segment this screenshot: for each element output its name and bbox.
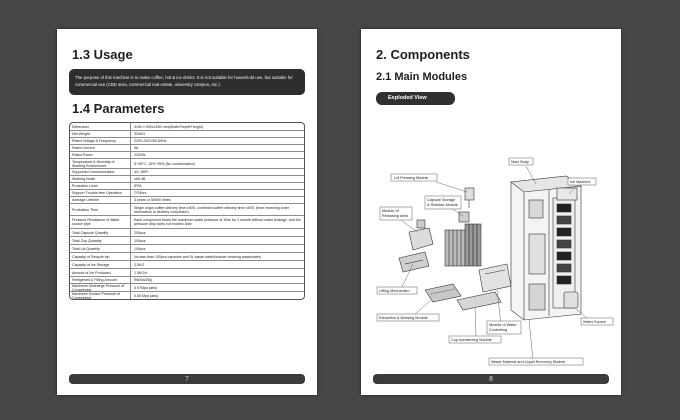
svg-text:Cup transferring Module: Cup transferring Module (451, 338, 492, 342)
page-number-7: 7 (69, 374, 305, 384)
parameter-value: 3150 x 930x1830 mm(Width*Depth*Height) (134, 124, 203, 129)
parameter-row (70, 196, 304, 203)
parameter-value: 3.5KG (134, 262, 145, 267)
svg-text:Module of: Module of (382, 209, 399, 213)
parameter-label: Capacity of Ice Storage (70, 261, 131, 268)
callout-cup-transfer (449, 336, 501, 343)
callout-water-control (487, 321, 521, 334)
svg-text:Controlling: Controlling (489, 328, 508, 332)
parameter-row (70, 158, 304, 168)
parameter-row (70, 228, 304, 236)
parameter-label: Capacity of Recycle bin (70, 253, 131, 260)
parameter-row (70, 203, 304, 215)
parameter-row (70, 182, 304, 189)
parameter-label: Working Noise (70, 176, 131, 182)
parameter-label: Rated Current (70, 145, 131, 151)
parameter-value: 4G, WIFI (134, 170, 149, 174)
parameter-label: Total Lid Quantity (70, 245, 131, 252)
svg-text:Water Source: Water Source (583, 320, 607, 324)
parameter-value: 0.97Mpa (abs) (134, 285, 158, 290)
svg-text:Extraction & Brewing Module: Extraction & Brewing Module (379, 316, 428, 320)
exploded-view-diagram (361, 124, 621, 374)
parameter-value: 100pcs (134, 246, 146, 251)
svg-text:Main Body: Main Body (511, 160, 529, 164)
svg-text:Waste Material and Liquid Reco: Waste Material and Liquid Recovery Module (491, 360, 566, 364)
parameter-row (70, 123, 304, 130)
callout-lid-pressing (391, 174, 437, 181)
parameter-label: Rated Voltage & Frequency (70, 138, 131, 144)
parameter-row (70, 168, 304, 175)
parameter-label: Pressure Resistance of Water source pipe (70, 216, 131, 228)
page-left (57, 29, 317, 395)
main-modules-heading: 2.1 Main Modules (376, 71, 468, 83)
parameter-label: Average Lifetime (70, 197, 131, 203)
parameter-row (70, 283, 304, 291)
parameter-value: 3 years or 50000 times (134, 198, 171, 202)
parameter-row (70, 151, 304, 158)
parameter-row (70, 144, 304, 151)
parameter-value: Each component bears the maximum water pressure of 1Bar for 1 minute without water leakage, and the pressure drop does not exceed 3bar. (134, 218, 301, 226)
parameter-value: 320KG (134, 132, 146, 136)
capsule-storage-unit (445, 212, 481, 266)
parameter-label: Total Cup Quantity (70, 237, 131, 244)
releasing-drink-unit (409, 220, 433, 250)
parameter-row (70, 260, 304, 268)
callout-releasing-drink (380, 207, 412, 220)
parameter-label: Total Capsule Quantity (70, 229, 131, 236)
callout-capsule-storage (425, 196, 461, 209)
parameter-label: Temperature & Humidity of Working Environment (70, 159, 131, 168)
parameter-label: Net Weight (70, 131, 131, 137)
extraction-unit (425, 284, 461, 302)
svg-text:Module of Water: Module of Water (489, 323, 517, 327)
parameter-label: Refrigerant & Filling Amount (70, 277, 131, 283)
parameter-value: 9A (134, 146, 139, 150)
callout-waste-recovery (489, 358, 583, 365)
page-right (361, 29, 621, 395)
usage-description: The purpose of this machine is to make coffee, hot & ice drinks. It is not suitable for household use, but suitable for commercial use (CBD area, commercial real estate, university campus, etc.). (69, 69, 305, 95)
parameter-row (70, 268, 304, 276)
water-control-unit (479, 264, 511, 292)
parameter-row (70, 130, 304, 137)
callout-extraction (377, 314, 439, 321)
parameter-row (70, 215, 304, 228)
lid-pressing-unit (465, 188, 474, 208)
usage-heading: 1.3 Usage (72, 47, 133, 62)
parameters-table (69, 122, 305, 300)
callout-ice-machine (568, 178, 596, 185)
parameter-value: 7*24hrs (134, 191, 147, 195)
parameter-value: 200pcs (134, 230, 146, 235)
parameter-value: No less than 100pcs capsules and 5L waste water(include cleaning wastewater) (134, 254, 262, 259)
parameter-label: Maximum Suction Pressure of Compressor (70, 292, 131, 299)
parameter-label: Rated Power (70, 152, 131, 158)
cup-transfer-unit (457, 292, 501, 310)
components-heading: 2. Components (376, 47, 470, 62)
parameter-row (70, 252, 304, 260)
parameter-value: 5~45°C, 10%~95% (No condensation) (134, 161, 195, 166)
svg-text:Lifting Mechanism: Lifting Mechanism (379, 289, 410, 293)
water-source-unit (564, 292, 578, 308)
parameter-value: 1.5KG/h (134, 270, 148, 275)
callout-lifting (377, 287, 417, 294)
exploded-view-badge: Exploded View (376, 92, 455, 105)
svg-text:Ice Machine: Ice Machine (570, 180, 591, 184)
parameter-label: Supported Communication (70, 169, 131, 175)
svg-text:Lid Pressing Module: Lid Pressing Module (394, 176, 429, 180)
parameter-label: Maximum Discharge Pressure of Compressor (70, 284, 131, 291)
parameter-row (70, 291, 304, 299)
parameter-value: 2200W (134, 153, 146, 157)
parameter-row (70, 276, 304, 283)
parameter-row (70, 137, 304, 144)
svg-text:Capsule Storage: Capsule Storage (427, 198, 456, 202)
parameter-value: 100pcs (134, 238, 146, 243)
parameter-label: Support Trouble-free Operation (70, 190, 131, 196)
parameter-label: Production Time (70, 204, 131, 215)
lifting-mechanism-unit (399, 252, 429, 272)
parameter-row (70, 175, 304, 182)
parameters-heading: 1.4 Parameters (72, 101, 165, 116)
parameter-row (70, 236, 304, 244)
parameter-row (70, 244, 304, 252)
parameter-value: Single origin coffee delivery time ≤90S, combined coffee delivery time ≤90S, (from receiving order information to delivery completion) (134, 205, 290, 214)
parameter-value: IP26 (134, 184, 142, 188)
parameter-value: ≤65 dB (134, 177, 146, 181)
svg-text:Releasing drink: Releasing drink (382, 214, 409, 218)
parameter-value: 0.06 Mpa (abs) (134, 293, 159, 298)
parameter-label: Dimension (70, 123, 131, 130)
parameter-value: 220V-240V/50-60Hz (134, 139, 167, 143)
ice-machine-unit (557, 188, 577, 200)
callout-water-source (581, 318, 613, 325)
parameter-row (70, 189, 304, 196)
parameter-label: Amount of Ice Produced (70, 269, 131, 276)
parameter-label: Protection Level (70, 183, 131, 189)
page-number-8: 8 (373, 374, 609, 384)
callout-main-body (509, 158, 533, 165)
parameter-value: R600a/25g (134, 278, 152, 282)
svg-text:& Release Module: & Release Module (427, 203, 459, 207)
